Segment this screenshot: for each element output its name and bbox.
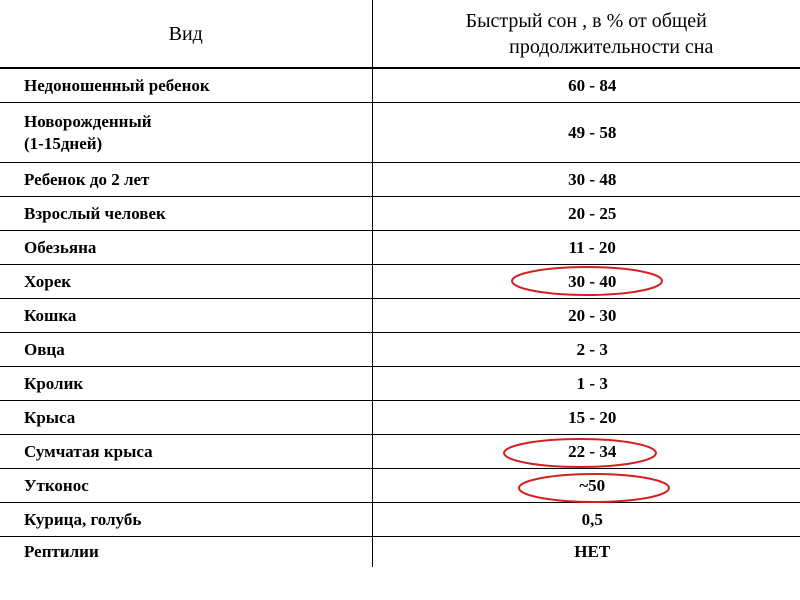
value-text: 60 - 84 xyxy=(568,75,617,95)
species-cell: Хорек xyxy=(0,265,372,299)
value-cell xyxy=(372,163,800,197)
value-cell xyxy=(372,435,800,469)
value-cell xyxy=(372,197,800,231)
value-cell xyxy=(372,401,800,435)
species-cell: Взрослый человек xyxy=(0,197,372,231)
table-row xyxy=(0,503,800,537)
value-cell xyxy=(372,469,800,503)
value-text: 30 - 48 xyxy=(568,169,617,189)
table-row xyxy=(0,299,800,333)
species-line: Новорожденный xyxy=(24,111,152,131)
value-cell xyxy=(372,333,800,367)
header-rem-line2: продолжительности сна xyxy=(509,35,714,58)
table-row xyxy=(0,333,800,367)
species-cell: Недоношенный ребенок xyxy=(0,68,372,103)
table-row xyxy=(0,68,800,103)
value-cell xyxy=(372,231,800,265)
table-row xyxy=(0,537,800,568)
value-text: 30 - 40 xyxy=(568,271,617,291)
value-text: 20 - 25 xyxy=(568,203,617,223)
value-cell xyxy=(372,265,800,299)
header-species xyxy=(0,0,372,68)
table-row xyxy=(0,401,800,435)
species-cell: Кошка xyxy=(0,299,372,333)
value-text: 1 - 3 xyxy=(576,373,608,393)
table-row xyxy=(0,367,800,401)
value-cell xyxy=(372,299,800,333)
value-text: 2 - 3 xyxy=(576,339,608,359)
species-cell: Ребенок до 2 лет xyxy=(0,163,372,197)
table-row xyxy=(0,231,800,265)
table-header-row xyxy=(0,0,800,68)
species-cell: Утконос xyxy=(0,469,372,503)
table-row xyxy=(0,265,800,299)
table-row xyxy=(0,197,800,231)
value-text: НЕТ xyxy=(574,542,611,561)
value-text: 20 - 30 xyxy=(568,305,617,325)
species-cell xyxy=(0,103,372,163)
table-row xyxy=(0,103,800,163)
species-cell: Рептилии xyxy=(0,537,372,568)
value-text: ~50 xyxy=(579,475,606,495)
species-cell: Кролик xyxy=(0,367,372,401)
header-species-label: Вид xyxy=(168,22,203,45)
table-row xyxy=(0,163,800,197)
value-cell xyxy=(372,537,800,568)
species-line: (1-15дней) xyxy=(24,133,103,153)
value-cell xyxy=(372,103,800,163)
species-cell: Обезьяна xyxy=(0,231,372,265)
value-text: 0,5 xyxy=(581,509,603,529)
value-text: 49 - 58 xyxy=(568,122,617,142)
header-rem-sleep xyxy=(372,0,800,68)
value-text: 15 - 20 xyxy=(568,407,617,427)
table-row xyxy=(0,435,800,469)
value-text: 22 - 34 xyxy=(568,441,617,461)
species-cell: Сумчатая крыса xyxy=(0,435,372,469)
species-cell: Крыса xyxy=(0,401,372,435)
table-row xyxy=(0,469,800,503)
value-text: 11 - 20 xyxy=(568,237,616,257)
value-cell xyxy=(372,503,800,537)
value-cell xyxy=(372,367,800,401)
species-cell: Курица, голубь xyxy=(0,503,372,537)
header-rem-line1: Быстрый сон , в % от общей xyxy=(465,9,707,32)
value-cell xyxy=(372,68,800,103)
species-cell: Овца xyxy=(0,333,372,367)
